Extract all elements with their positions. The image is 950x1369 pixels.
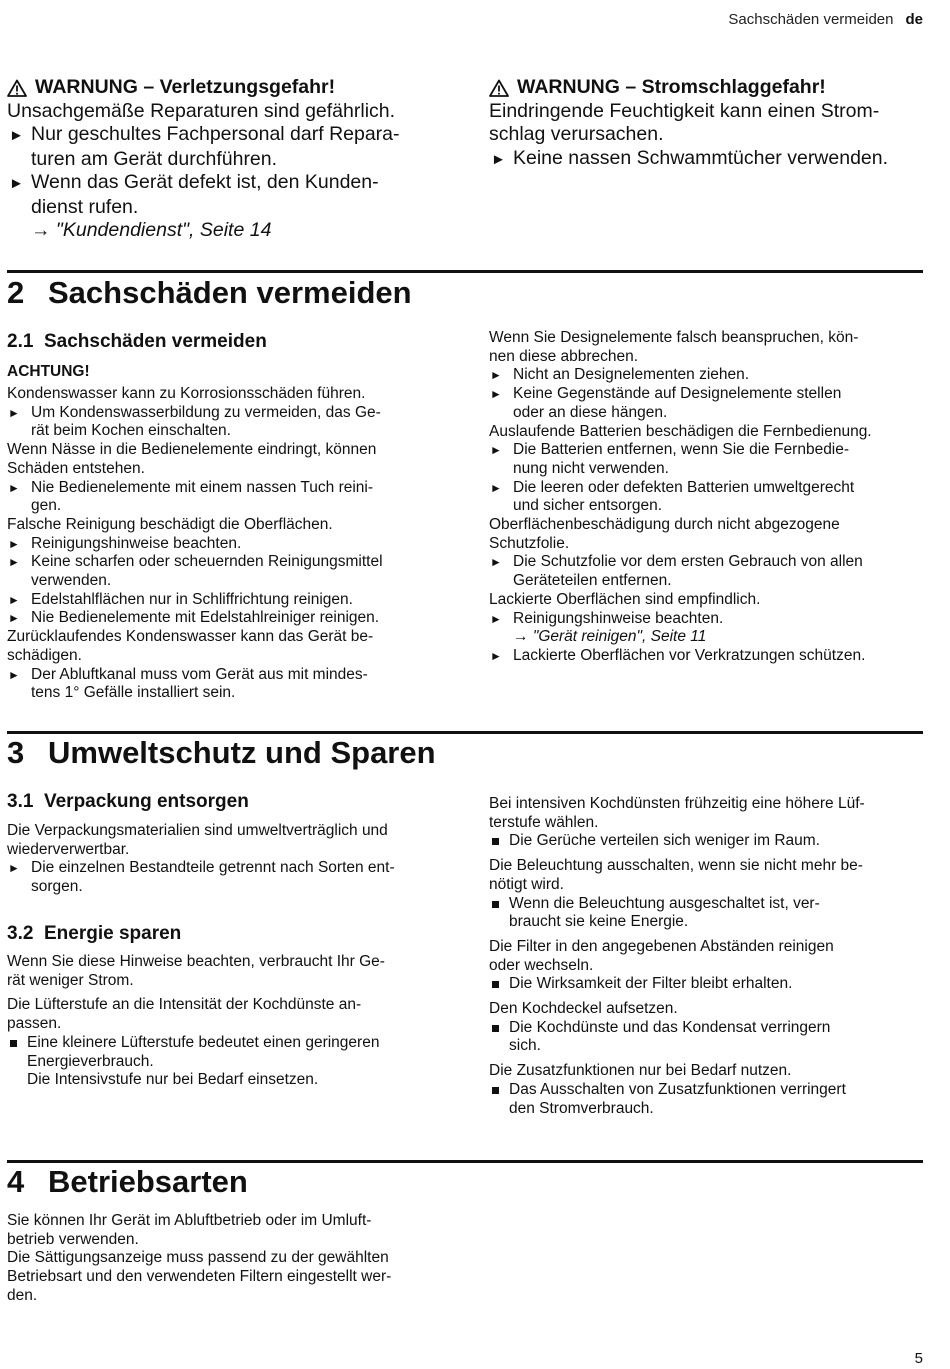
result-item [489, 895, 929, 932]
arrow-bullet-icon: ► [490, 480, 502, 495]
text-line: Die Sättigungsanzeige muss passend zu der gewählten [7, 1249, 389, 1267]
text-line: sich. [509, 1037, 541, 1055]
text-line: braucht sie keine Energie. [509, 913, 689, 931]
text-line: Schutzfolie. [489, 534, 570, 552]
square-bullet-icon [492, 1087, 499, 1094]
text-line: nen diese abbrechen. [489, 347, 639, 365]
text-line: Die Batterien entfernen, wenn Sie die Fernbedie- [513, 441, 850, 459]
section-3-right-column [489, 795, 929, 1118]
text-line: und sicher entsorgen. [513, 497, 663, 515]
subsection-heading-2-1: 2.1 Sachschäden vermeiden [7, 331, 267, 352]
text-line: Energieverbrauch. [27, 1052, 154, 1070]
text-line: verwenden. [31, 572, 112, 590]
text-line: Nicht an Designelementen ziehen. [513, 366, 750, 384]
text-line: rät weniger Strom. [7, 971, 134, 989]
warning-triangle-icon [489, 79, 509, 97]
reference-arrow-icon: → [513, 628, 533, 646]
arrow-bullet-icon: ► [490, 648, 502, 663]
arrow-bullet-icon: ► [8, 480, 20, 495]
text-line: oder an diese hängen. [513, 403, 668, 421]
section-heading-3: 3 Umweltschutz und Sparen [7, 735, 436, 770]
text-line: Nie Bedienelemente mit Edelstahlreiniger reinigen. [31, 609, 380, 627]
result-item [489, 975, 929, 994]
arrow-bullet-icon: ► [8, 536, 20, 551]
text-line: Die Kochdünste und das Kondensat verringern [509, 1018, 831, 1036]
arrow-bullet-icon: ► [490, 555, 502, 570]
paragraph [489, 329, 929, 366]
paragraph [489, 795, 929, 832]
section-rule [7, 270, 923, 273]
warning-action: ► Keine nassen Schwammtücher verwenden. [489, 147, 929, 172]
text-line: gen. [31, 497, 62, 515]
text-line: den Stromverbrauch. [509, 1099, 654, 1117]
action-step [7, 609, 447, 628]
text-line: nung nicht verwenden. [513, 459, 669, 477]
arrow-bullet-icon: ► [8, 405, 20, 420]
cross-reference[interactable]: → "Gerät reinigen", Seite 11 [513, 628, 707, 646]
arrow-bullet-icon: ► [490, 611, 502, 626]
result-item [489, 1081, 929, 1118]
text-line: Die einzelnen Bestandteile getrennt nach Sorten ent- [31, 859, 395, 877]
text-line: Keine Gegenstände auf Designelemente stellen [513, 385, 842, 403]
paragraph [489, 1000, 929, 1019]
warning-injury [7, 76, 447, 243]
action-step [489, 385, 929, 422]
warning-electric [489, 76, 929, 171]
action-step [7, 553, 447, 590]
section-4-body [7, 1212, 447, 1306]
warning-text: Eindringende Feuchtigkeit kann einen Strom- [489, 99, 880, 122]
text-line: oder wechseln. [489, 956, 594, 974]
section-heading-4: 4 Betriebsarten [7, 1164, 248, 1199]
text-line: Auslaufende Batterien beschädigen die Fernbedienung. [489, 422, 872, 440]
action-step [7, 666, 447, 703]
section-2-left-column [7, 385, 447, 703]
text-line: Die Verpackungsmaterialien sind umweltverträglich und [7, 822, 388, 839]
text-line: passen. [7, 1015, 62, 1033]
header-section-title: Sachschäden vermeiden [728, 11, 894, 28]
text-line: Die Lüfterstufe an die Intensität der Kochdünste an- [7, 996, 362, 1014]
action-step [489, 479, 929, 516]
text-line: Eine kleinere Lüfterstufe bedeutet einen geringeren [27, 1033, 380, 1051]
arrow-bullet-icon: ► [9, 175, 24, 192]
square-bullet-icon [492, 1025, 499, 1032]
running-header [728, 11, 923, 28]
text-line: Die Zusatzfunktionen nur bei Bedarf nutzen. [489, 1062, 792, 1080]
text-line: nötigt wird. [489, 875, 564, 893]
text-line: betrieb verwenden. [7, 1230, 139, 1248]
square-bullet-icon [492, 981, 499, 988]
result-item [7, 1034, 447, 1090]
action-step [7, 859, 447, 896]
text-line: Schäden entstehen. [7, 459, 145, 477]
action-step [7, 479, 447, 516]
section-heading-2: 2 Sachschäden vermeiden [7, 275, 412, 310]
text-line: sorgen. [31, 878, 83, 896]
text-line: Edelstahlflächen nur in Schliffrichtung reinigen. [31, 590, 353, 608]
text-line: Die Schutzfolie vor dem ersten Gebrauch von allen [513, 553, 863, 571]
arrow-bullet-icon: ► [8, 555, 20, 570]
arrow-bullet-icon: ► [490, 387, 502, 402]
cross-reference[interactable]: → "Kundendienst", Seite 14 [31, 219, 272, 241]
text-line: Wenn Nässe in die Bedienelemente eindringt, können [7, 441, 377, 459]
text-line: Der Abluftkanal muss vom Gerät aus mit mindes- [31, 665, 368, 683]
arrow-bullet-icon: ► [490, 443, 502, 458]
action-step [489, 441, 929, 478]
arrow-bullet-icon: ► [8, 611, 20, 626]
action-step [489, 366, 929, 385]
text-line: Zurücklaufendes Kondenswasser kann das Gerät be- [7, 628, 374, 646]
text-line: den. [7, 1286, 38, 1304]
text-line: Die leeren oder defekten Batterien umweltgerecht [513, 478, 855, 496]
square-bullet-icon [492, 901, 499, 908]
result-item [489, 832, 929, 851]
arrow-bullet-icon: ► [491, 150, 506, 168]
text-line: Nie Bedienelemente mit einem nassen Tuch reini- [31, 478, 374, 496]
arrow-bullet-icon: ► [8, 592, 20, 607]
warning-text: schlag verursachen. [489, 123, 664, 145]
paragraph [7, 385, 447, 404]
paragraph [7, 822, 447, 859]
header-language: de [905, 11, 923, 28]
section-3-1-body [7, 822, 447, 897]
action-step [489, 610, 929, 647]
section-rule [7, 731, 923, 734]
text-line: Die Beleuchtung ausschalten, wenn sie nicht mehr be- [489, 857, 863, 875]
text-line: wiederverwertbar. [7, 840, 130, 858]
text-line: Wenn Sie diese Hinweise beachten, verbraucht Ihr Ge- [7, 953, 385, 970]
warning-action-cont: dienst rufen. [31, 195, 139, 218]
action-step [7, 591, 447, 610]
result-item [489, 1019, 929, 1056]
text-line: Die Intensivstufe nur bei Bedarf einsetzen. [27, 1071, 319, 1089]
text-line: Bei intensiven Kochdünsten frühzeitig eine höhere Lüf- [489, 795, 865, 812]
text-line: Wenn die Beleuchtung ausgeschaltet ist, ver- [509, 894, 820, 912]
text-line: Betriebsart und den verwendeten Filtern eingestellt wer- [7, 1268, 392, 1286]
paragraph [489, 591, 929, 610]
paragraph [489, 423, 929, 442]
text-line: Kondenswasser kann zu Korrosionsschäden führen. [7, 385, 366, 402]
action-step [489, 647, 929, 666]
text-line: Lackierte Oberflächen sind empfindlich. [489, 590, 761, 608]
arrow-bullet-icon: ► [8, 861, 20, 876]
action-step [7, 404, 447, 441]
square-bullet-icon [10, 1040, 17, 1047]
warning-text: Unsachgemäße Reparaturen sind gefährlich. [7, 99, 396, 122]
warning-action: ► Nur geschultes Fachpersonal darf Repara- [7, 123, 447, 148]
text-line: Das Ausschalten von Zusatzfunktionen verringert [509, 1080, 846, 1098]
text-line: Reinigungshinweise beachten. [31, 534, 242, 552]
paragraph [489, 857, 929, 894]
warning-triangle-icon [7, 79, 27, 97]
warning-action: ► Wenn das Gerät defekt ist, den Kunden- [7, 171, 447, 196]
text-line: Lackierte Oberflächen vor Verkratzungen schützen. [513, 646, 866, 664]
paragraph [489, 938, 929, 975]
text-line: tens 1° Gefälle installiert sein. [31, 684, 236, 702]
paragraph [489, 516, 929, 553]
paragraph [489, 1062, 929, 1081]
text-line: schädigen. [7, 646, 82, 664]
section-2-right-column [489, 329, 929, 666]
warning-title: WARNUNG – Stromschlaggefahr! [489, 76, 929, 100]
text-line: Um Kondenswasserbildung zu vermeiden, das Ge- [31, 403, 381, 421]
warning-title: WARNUNG – Verletzungsgefahr! [7, 76, 447, 100]
text-line: Falsche Reinigung beschädigt die Oberflächen. [7, 515, 333, 533]
action-step [7, 535, 447, 554]
text-line: Wenn Sie Designelemente falsch beanspruchen, kön- [489, 329, 859, 346]
arrow-bullet-icon: ► [490, 368, 502, 383]
paragraph [7, 516, 447, 535]
paragraph [7, 953, 447, 990]
page-number: 5 [914, 1350, 923, 1367]
arrow-bullet-icon: ► [9, 127, 24, 144]
paragraph [7, 441, 447, 478]
reference-arrow-icon: → [31, 219, 51, 241]
warning-action-cont: turen am Gerät durchführen. [31, 147, 278, 170]
square-bullet-icon [492, 838, 499, 845]
text-line: rät beim Kochen einschalten. [31, 422, 231, 440]
text-line: Die Filter in den angegebenen Abständen reinigen [489, 937, 834, 955]
notice-label: ACHTUNG! [7, 363, 90, 380]
section-rule [7, 1160, 923, 1163]
text-line: Die Gerüche verteilen sich weniger im Raum. [509, 832, 820, 850]
text-line: terstufe wählen. [489, 813, 599, 831]
text-line: Die Wirksamkeit der Filter bleibt erhalten. [509, 975, 793, 993]
text-line: Reinigungshinweise beachten. [513, 609, 724, 627]
paragraph [7, 628, 447, 665]
paragraph [7, 1212, 447, 1306]
action-step [489, 553, 929, 590]
subsection-heading-3-2: 3.2 Energie sparen [7, 923, 182, 944]
text-line: Geräteteilen entfernen. [513, 572, 672, 590]
text-line: Sie können Ihr Gerät im Abluftbetrieb oder im Umluft- [7, 1212, 372, 1229]
subsection-heading-3-1: 3.1 Verpackung entsorgen [7, 791, 249, 812]
text-line: Keine scharfen oder scheuernden Reinigungsmittel [31, 553, 383, 571]
text-line: Oberflächenbeschädigung durch nicht abgezogene [489, 516, 840, 534]
text-line: Den Kochdeckel aufsetzen. [489, 1000, 678, 1018]
arrow-bullet-icon: ► [8, 667, 20, 682]
paragraph [7, 996, 447, 1033]
section-3-2-body [7, 953, 447, 1090]
